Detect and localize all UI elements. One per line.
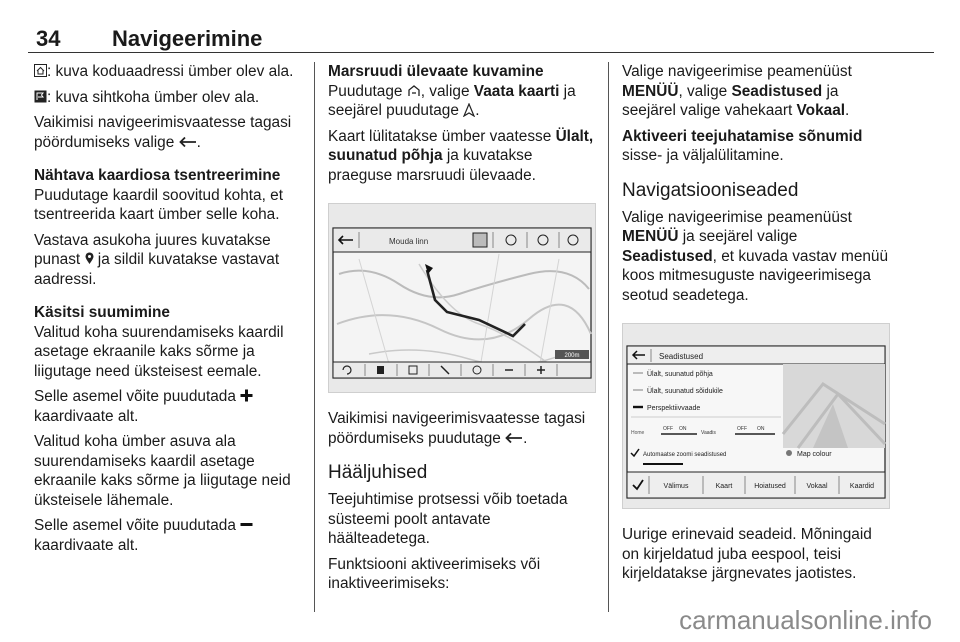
section-heading: Marsruudi ülevaate kuvamine — [328, 63, 544, 80]
settings-item: Ülalt, suunatud põhja — [647, 371, 713, 378]
home-map-icon — [34, 64, 47, 77]
section-heading: Nähtava kaardiosa tsentreerimine — [34, 167, 281, 184]
location-pin-icon — [85, 252, 94, 265]
column-2 — [328, 62, 596, 600]
toggle-off-label: OFF — [663, 426, 673, 432]
column-1 — [34, 62, 302, 561]
watermark: carmanualsonline.info — [679, 605, 932, 635]
map-scale-label: 200m — [564, 353, 580, 359]
paragraph: Teejuhtimise protsessi võib toetada süsteemi poolt antavate häälteadetega. — [328, 491, 568, 547]
settings-tab: Välimus — [663, 483, 689, 490]
route-options-icon — [407, 84, 421, 98]
settings-item: Perspektiivvaade — [647, 405, 701, 412]
settings-screen-illustration — [623, 324, 889, 508]
settings-tab: Vokaal — [806, 483, 828, 490]
settings-row-label: Home — [631, 430, 645, 436]
zoom-in-plus-icon — [240, 389, 253, 402]
paragraph: : kuva sihtkoha ümber olev ala. — [34, 88, 302, 108]
paragraph: Vastava asukoha juures kuvatakse punast ja sildil kuvatakse vastavat aadressi. — [34, 231, 280, 288]
route-map-illustration — [329, 204, 595, 392]
paragraph: Vaikimisi navigeerimisvaatesse tagasi pöördumiseks valige . — [34, 114, 292, 151]
settings-item: Automaatse zoomi seadistused — [643, 452, 727, 458]
back-arrow-icon — [179, 136, 197, 148]
paragraph: Selle asemel võite puudutada kaardivaate alt. — [34, 387, 302, 426]
paragraph: Selle asemel võite puudutada kaardivaate alt. — [34, 516, 302, 555]
route-overview-screenshot — [328, 203, 596, 393]
paragraph: Vaikimisi navigeerimisvaatesse tagasi pöördumiseks puudutage . — [328, 410, 586, 447]
page-header — [28, 8, 934, 53]
paragraph: Valige navigeerimise peamenüüst MENÜÜ, valige Seadistused ja seejärel valige vahekaart Vokaal. — [622, 63, 852, 119]
settings-item: Map colour — [797, 451, 832, 458]
settings-tab: Kaart — [715, 483, 733, 490]
zoom-out-minus-icon — [240, 518, 253, 531]
paragraph: Puudutage , valige Vaata kaarti ja seejärel puudutage . — [328, 82, 576, 119]
settings-tab: Kaardid — [849, 483, 875, 490]
paragraph: Uurige erinevaid seadeid. Mõningaid on kirjeldatud juba eespool, teisi kirjeldatakse järgnevates jaotistes. — [622, 526, 872, 582]
paragraph: Kaart lülitatakse ümber vaatesse Ülalt, suunatud põhja ja kuvatakse praeguse marsruudi ülevaade. — [328, 127, 594, 184]
paragraph: Valitud koha suurendamiseks kaardil asetage ekraanile kaks sõrme ja liigutage need üksteisest eemale. — [34, 323, 284, 380]
paragraph: Valitud koha ümber asuva ala suurendamiseks kaardil asetage ekraanile kaks sõrme ja liigutage neid üksteisele lähemale. — [34, 433, 291, 509]
chapter-title: Navigeerimine — [112, 26, 263, 51]
north-arrow-icon — [463, 103, 475, 117]
toggle-on-label: ON — [757, 426, 765, 432]
paragraph: Valige navigeerimise peamenüüst MENÜÜ ja seejärel valige Seadistused, et kuvada vastav menüü koos mitmesuguste navigeerimisega seotud seadetega. — [622, 208, 889, 304]
settings-title: Seadistused — [659, 352, 704, 361]
section-heading: Käsitsi suumimine — [34, 304, 170, 321]
settings-row-label: Vaadis — [701, 430, 716, 436]
column-divider — [314, 62, 315, 612]
paragraph: Aktiveeri teejuhatamise sõnumid sisse- ja väljalülitamine. — [622, 127, 863, 164]
settings-screenshot — [622, 323, 890, 509]
paragraph: Puudutage kaardil soovitud kohta, et tsentreerida kaart ümber selle koha. — [34, 186, 283, 223]
column-divider — [608, 62, 609, 612]
paragraph: Funktsiooni aktiveerimiseks või inaktiveerimiseks: — [328, 555, 541, 592]
flag-map-icon — [34, 90, 47, 103]
toggle-off-label: OFF — [737, 426, 747, 432]
back-arrow-icon — [505, 432, 523, 444]
settings-tab: Hoiatused — [754, 483, 786, 490]
page-number: 34 — [36, 26, 61, 51]
section-heading: Navigatsiooniseaded — [622, 179, 799, 201]
settings-item: Ülalt, suunatud sõidukile — [647, 388, 723, 395]
column-3 — [622, 62, 890, 590]
paragraph: : kuva koduaadressi ümber olev ala. — [34, 62, 302, 82]
map-topbar-label: Mouda linn — [389, 237, 429, 246]
section-heading: Hääljuhised — [328, 462, 428, 483]
toggle-on-label: ON — [679, 426, 687, 432]
